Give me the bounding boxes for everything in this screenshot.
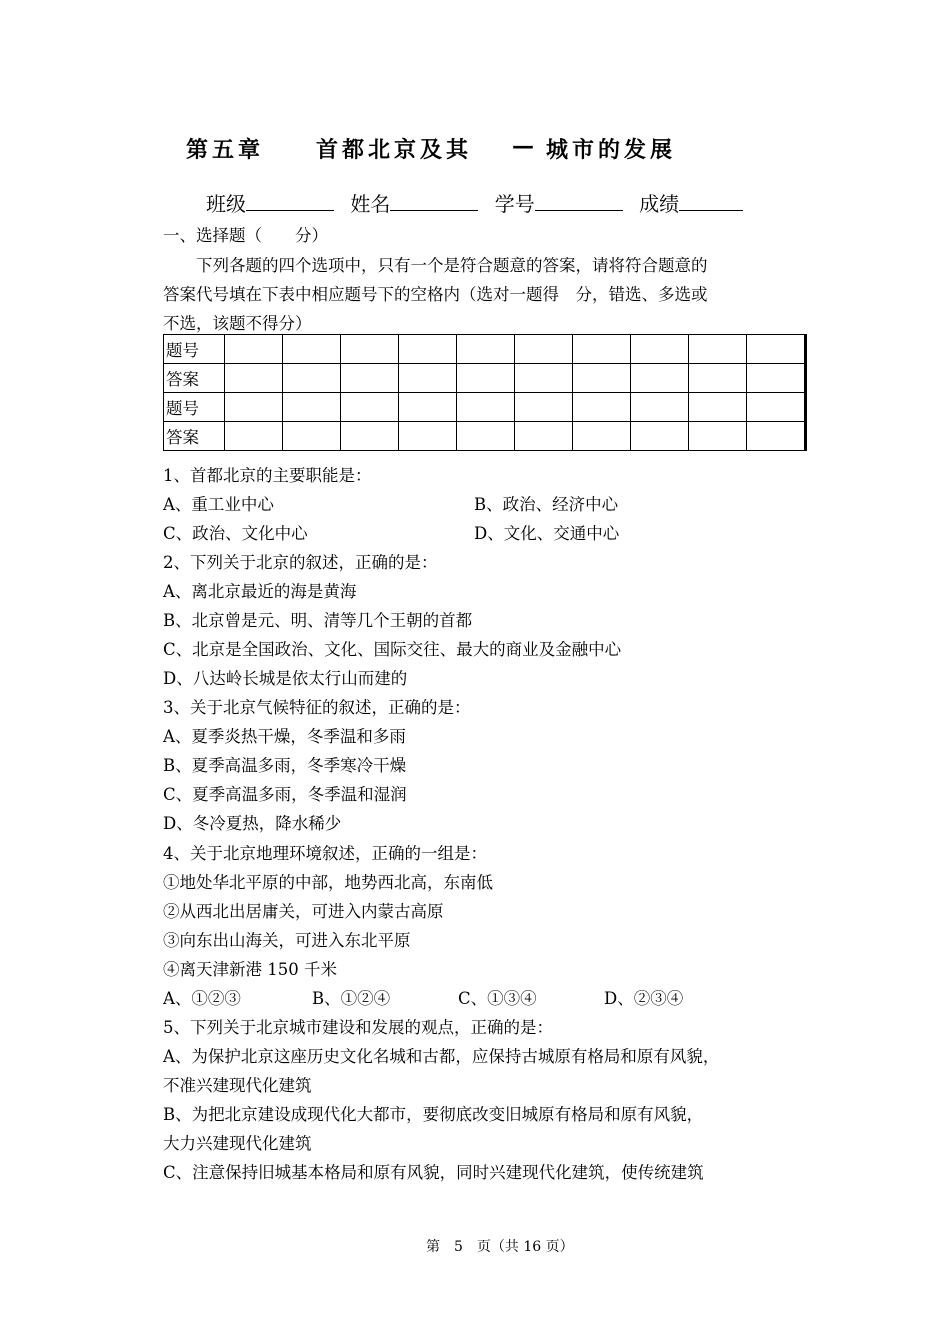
- grid-cell[interactable]: [341, 393, 399, 422]
- q2-stem: 2、下列关于北京的叙述，正确的是：: [163, 553, 438, 572]
- grid-cell[interactable]: [631, 393, 689, 422]
- answer-grid: [163, 334, 807, 451]
- grid-cell[interactable]: [341, 422, 399, 451]
- grid-cell[interactable]: [225, 364, 283, 393]
- grid-cell[interactable]: [689, 422, 747, 451]
- instruction-line-3: 不选，该题不得分）: [163, 314, 312, 333]
- grid-cell[interactable]: [747, 393, 806, 422]
- q4-option-a: A、①②③: [163, 989, 241, 1008]
- q2-option-a: A、离北京最近的海是黄海: [163, 582, 357, 601]
- section-heading: 一、选择题（ 分）: [163, 226, 328, 245]
- q1-stem: 1、首都北京的主要职能是：: [163, 466, 372, 485]
- grid-cell[interactable]: [399, 364, 457, 393]
- grid-cell[interactable]: [515, 364, 573, 393]
- answer-grid-row: [164, 393, 806, 422]
- student-id-label: 学号: [494, 192, 535, 216]
- grid-cell[interactable]: [399, 335, 457, 364]
- q2-option-d: D、八达岭长城是依太行山而建的: [163, 669, 408, 688]
- q4-statement-2: ②从西北出居庸关，可进入内蒙古高原: [163, 902, 444, 921]
- student-id-blank[interactable]: [535, 192, 623, 211]
- grid-cell[interactable]: [225, 393, 283, 422]
- grid-cell[interactable]: [225, 422, 283, 451]
- q3-option-a: A、夏季炎热干燥，冬季温和多雨: [163, 727, 406, 746]
- q4-option-b: B、①②④: [312, 989, 391, 1008]
- grid-cell[interactable]: [283, 364, 341, 393]
- grid-cell[interactable]: [631, 335, 689, 364]
- q4-stem: 4、关于北京地理环境叙述，正确的一组是：: [163, 844, 487, 863]
- name-blank[interactable]: [390, 192, 478, 211]
- instruction-line-2: 答案代号填在下表中相应题号下的空格内（选对一题得 分，错选、多选或: [163, 285, 708, 304]
- row-label: 题号: [164, 393, 225, 422]
- grid-cell[interactable]: [457, 393, 515, 422]
- grid-cell[interactable]: [457, 422, 515, 451]
- info-row: [206, 188, 743, 217]
- grid-cell[interactable]: [689, 364, 747, 393]
- q5-option-a-line-1: A、为保护北京这座历史文化名城和古都，应保持古城原有格局和原有风貌，: [163, 1047, 720, 1066]
- page-footer: 第 5 页（共 16 页）: [426, 1239, 574, 1255]
- name-label: 姓名: [350, 192, 391, 216]
- answer-grid-row: [164, 364, 806, 393]
- q4-statement-3: ③向东出山海关，可进入东北平原: [163, 931, 411, 950]
- class-blank[interactable]: [246, 192, 334, 211]
- grid-cell[interactable]: [283, 393, 341, 422]
- grid-cell[interactable]: [689, 335, 747, 364]
- grid-cell[interactable]: [399, 393, 457, 422]
- q2-option-c: C、北京是全国政治、文化、国际交往、最大的商业及金融中心: [163, 640, 622, 659]
- q4-option-d: D、②③④: [604, 989, 684, 1008]
- title-dash: —: [512, 133, 534, 159]
- q5-option-c-line-1: C、注意保持旧城基本格局和原有风貌，同时兴建现代化建筑，使传统建筑: [163, 1163, 704, 1182]
- grid-cell[interactable]: [689, 393, 747, 422]
- q5-option-b-line-2: 大力兴建现代化建筑: [163, 1134, 312, 1153]
- grid-cell[interactable]: [341, 364, 399, 393]
- grid-cell[interactable]: [457, 364, 515, 393]
- q1-option-b: B、政治、经济中心: [474, 495, 619, 514]
- answer-grid-row: [164, 422, 806, 451]
- answer-grid-row: [164, 335, 806, 364]
- grid-cell[interactable]: [515, 335, 573, 364]
- row-label: 答案: [164, 364, 225, 393]
- row-label: 答案: [164, 422, 225, 451]
- grid-cell[interactable]: [225, 335, 283, 364]
- title-chapter: 第五章: [186, 137, 265, 163]
- instruction-line-1: 下列各题的四个选项中，只有一个是符合题意的答案，请将符合题意的: [163, 256, 708, 275]
- grid-cell[interactable]: [283, 422, 341, 451]
- grid-cell[interactable]: [341, 335, 399, 364]
- grid-cell[interactable]: [573, 364, 631, 393]
- grid-cell[interactable]: [747, 335, 806, 364]
- q3-option-d: D、冬冷夏热，降水稀少: [163, 814, 342, 833]
- score-blank[interactable]: [679, 192, 743, 211]
- q5-stem: 5、下列关于北京城市建设和发展的观点，正确的是：: [163, 1018, 553, 1037]
- q1-option-d: D、文化、交通中心: [474, 524, 620, 543]
- grid-cell[interactable]: [631, 364, 689, 393]
- q2-option-b: B、北京曾是元、明、清等几个王朝的首都: [163, 611, 473, 630]
- q3-option-c: C、夏季高温多雨，冬季温和湿润: [163, 785, 407, 804]
- grid-cell[interactable]: [457, 335, 515, 364]
- grid-cell[interactable]: [573, 393, 631, 422]
- grid-cell[interactable]: [747, 364, 806, 393]
- score-label: 成绩: [639, 192, 680, 216]
- row-label: 题号: [164, 335, 225, 364]
- q1-option-a: A、重工业中心: [163, 495, 274, 514]
- class-label: 班级: [206, 192, 246, 216]
- grid-cell[interactable]: [747, 422, 806, 451]
- title-sub: 城市的发展: [546, 137, 677, 163]
- q4-statement-4: ④离天津新港 150 千米: [163, 960, 337, 979]
- grid-cell[interactable]: [515, 393, 573, 422]
- grid-cell[interactable]: [573, 422, 631, 451]
- title-main: 首都北京及其: [316, 137, 473, 163]
- q3-option-b: B、夏季高温多雨，冬季寒冷干燥: [163, 756, 407, 775]
- grid-cell[interactable]: [283, 335, 341, 364]
- grid-cell[interactable]: [573, 335, 631, 364]
- grid-cell[interactable]: [515, 422, 573, 451]
- q5-option-a-line-2: 不准兴建现代化建筑: [163, 1076, 312, 1095]
- grid-cell[interactable]: [631, 422, 689, 451]
- q5-option-b-line-1: B、为把北京建设成现代化大都市，要彻底改变旧城原有格局和原有风貌，: [163, 1105, 704, 1124]
- q4-statement-1: ①地处华北平原的中部，地势西北高，东南低: [163, 873, 493, 892]
- q3-stem: 3、关于北京气候特征的叙述，正确的是：: [163, 698, 471, 717]
- q4-option-c: C、①③④: [458, 989, 537, 1008]
- grid-cell[interactable]: [399, 422, 457, 451]
- q1-option-c: C、政治、文化中心: [163, 524, 308, 543]
